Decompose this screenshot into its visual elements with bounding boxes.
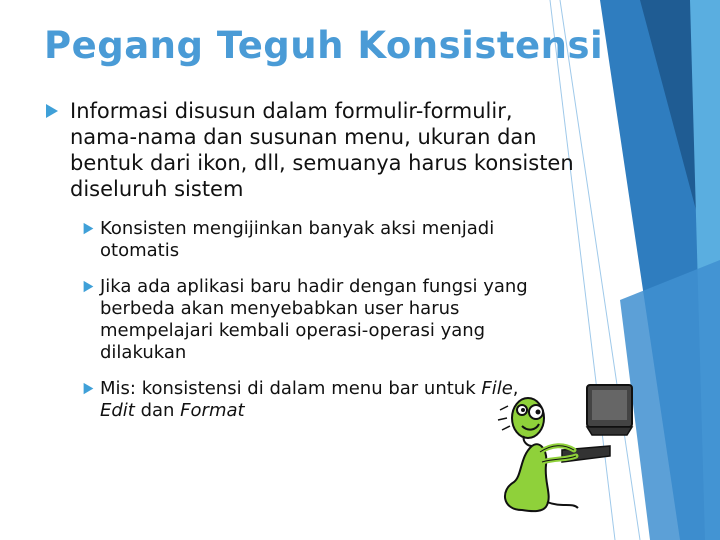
slide-title: Pegang Teguh Konsistensi <box>44 24 604 67</box>
list-item <box>82 276 584 364</box>
triangle-bullet-icon <box>82 218 100 235</box>
menu-file-label: File <box>481 378 513 399</box>
menu-edit-label: Edit <box>100 400 135 421</box>
bullet-main-text: Informasi disusun dalam formulir-formulir, nama-nama dan susunan menu, ukuran dan bentuk dari ikon, dll, semuanya harus konsisten diseluruh sistem <box>70 99 574 201</box>
triangle-bullet-icon <box>44 98 70 119</box>
triangle-bullet-icon <box>82 276 100 293</box>
sub-bullet-prefix: Mis: konsistensi di dalam menu bar untuk <box>100 378 482 399</box>
sub-bullet-text: Jika ada aplikasi baru hadir dengan fungsi yang berbeda akan menyebabkan user harus mempelajari kembali operasi-operasi yang dilakukan <box>100 276 528 363</box>
list-item <box>44 98 584 202</box>
list-item <box>82 218 584 262</box>
conjunction: dan <box>134 400 181 421</box>
comma: , <box>512 378 519 399</box>
computer-user-clipart <box>492 370 642 520</box>
sub-bullet-text: Konsisten mengijinkan banyak aksi menjadi otomatis <box>100 218 495 261</box>
triangle-bullet-icon <box>82 378 100 395</box>
menu-format-label: Format <box>180 400 245 421</box>
